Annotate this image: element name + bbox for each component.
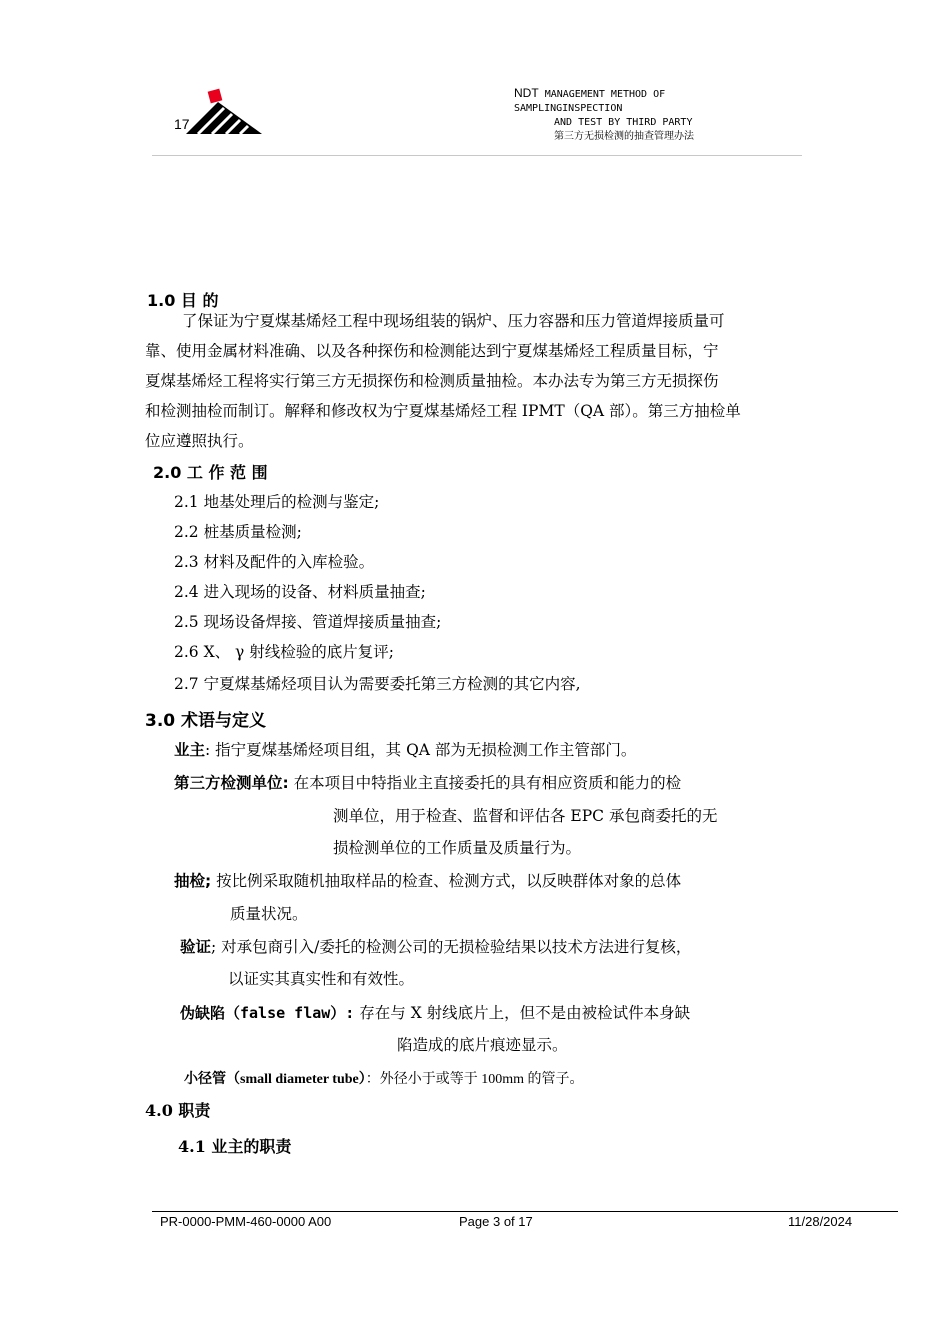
section-2-heading: 2.0 工 作 范 围	[153, 463, 268, 482]
scope-item-2-1: 2.1 地基处理后的检测与鉴定;	[174, 493, 380, 511]
scope-item-2-4: 2.4 进入现场的设备、材料质量抽查;	[174, 583, 426, 601]
section-1-heading: 1.0 目 的	[147, 291, 219, 310]
header-title-ndt: NDT	[514, 86, 539, 100]
logo-number: 17	[174, 116, 190, 132]
term-sampling	[174, 866, 681, 896]
term-verification-def-line-1: ; 对承包商引入/委托的检测公司的无损检验结果以技术方法进行复核，	[211, 938, 692, 956]
term-sampling-def-line-2: 质量状况。	[230, 905, 308, 923]
term-third-party-label: 第三方检测单位:	[174, 774, 289, 792]
section-3-heading: 3.0 术语与定义	[145, 711, 267, 731]
term-false-flaw-label: 伪缺陷（false flaw）:	[180, 1004, 355, 1022]
footer-rule	[152, 1211, 898, 1212]
header-title-line2: SAMPLINGINSPECTION	[514, 103, 623, 114]
term-false-flaw-def-line-2: 陷造成的底片痕迹显示。	[397, 1036, 568, 1054]
term-owner-definition: : 指宁夏煤基烯烃项目组，其 QA 部为无损检测工作主管部门。	[205, 741, 637, 759]
term-third-party-def-line-1: 在本项目中特指业主直接委托的具有相应资质和能力的检	[293, 774, 682, 792]
scope-item-2-7: 2.7 宁夏煤基烯烃项目认为需要委托第三方检测的其它内容,	[174, 675, 581, 693]
term-third-party-def-line-2: 测单位，用于检查、监督和评估各 EPC 承包商委托的无	[333, 807, 718, 825]
header-title-line1: MANAGEMENT METHOD OF	[544, 89, 666, 100]
term-false-flaw	[180, 998, 690, 1028]
term-third-party	[174, 768, 681, 798]
term-small-tube	[184, 1068, 584, 1088]
header-rule	[152, 155, 802, 156]
section-1-line-5: 位应遵照执行。	[145, 432, 254, 450]
scope-item-2-3: 2.3 材料及配件的入库检验。	[174, 553, 375, 571]
term-sampling-def-line-1: 按比例采取随机抽取样品的检查、检测方式，以反映群体对象的总体	[216, 872, 682, 890]
scope-item-2-6: 2.6 X、 γ 射线检验的底片复评;	[174, 643, 394, 661]
term-false-flaw-def-line-1: 存在与 X 射线底片上，但不是由被检试件本身缺	[359, 1004, 691, 1022]
section-4-heading: 4.0 职责	[145, 1101, 211, 1120]
section-1-line-1: 了保证为宁夏煤基烯烃工程中现场组装的锅炉、压力容器和压力管道焊接质量可	[182, 312, 725, 330]
term-verification-label: 验证	[180, 938, 212, 956]
term-small-tube-label: 小径管（small diameter tube）	[184, 1072, 366, 1087]
section-1-line-3: 夏煤基烯烃工程将实行第三方无损探伤和检测质量抽检。本办法专为第三方无损探伤	[145, 372, 719, 390]
section-1-line-4: 和检测抽检而制订。解释和修改权为宁夏煤基烯烃工程 IPMT（QA 部）。第三方抽检单	[145, 402, 741, 420]
header-title-chinese: 第三方无损检测的抽查管理办法	[554, 131, 694, 142]
footer-page-number: Page 3 of 17	[459, 1214, 533, 1229]
term-verification-def-line-2: 以证实其真实性和有效性。	[228, 970, 415, 988]
term-verification	[180, 932, 691, 962]
company-logo	[172, 88, 268, 136]
term-third-party-def-line-3: 损检测单位的工作质量及质量行为。	[333, 839, 582, 857]
section-1-line-2: 靠、使用金属材料准确、以及各种探伤和检测能达到宁夏煤基烯烃工程质量目标，宁	[145, 342, 719, 360]
section-4-1-heading: 4.1 业主的职责	[178, 1137, 292, 1156]
term-sampling-label: 抽检;	[174, 872, 212, 890]
document-header-title	[514, 86, 694, 144]
footer-date: 11/28/2024	[788, 1214, 853, 1229]
term-small-tube-definition: ：外径小于或等于 100mm 的管子。	[365, 1072, 584, 1087]
term-owner-label: 业主	[174, 741, 206, 759]
term-owner	[174, 735, 636, 765]
footer-doc-number: PR-0000-PMM-460-0000 A00	[160, 1214, 332, 1229]
header-title-line3: AND TEST BY THIRD PARTY	[554, 117, 693, 128]
scope-item-2-2: 2.2 桩基质量检测;	[174, 523, 302, 541]
scope-item-2-5: 2.5 现场设备焊接、管道焊接质量抽查;	[174, 613, 442, 631]
